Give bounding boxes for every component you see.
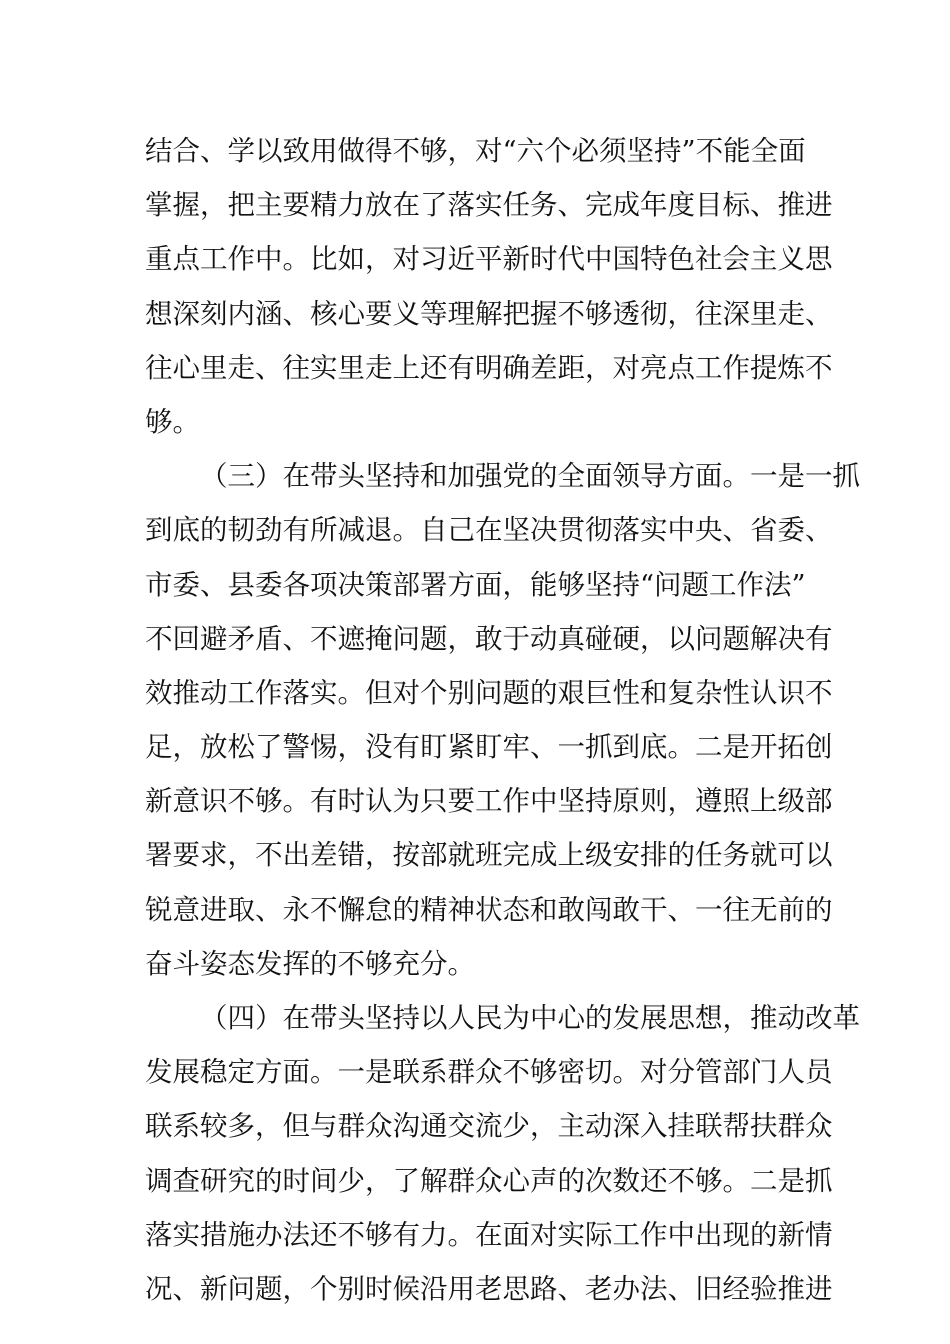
section-heading-line: （四）在带头坚持以人民为中心的发展思想，推动改革 bbox=[200, 1002, 860, 1034]
text-line: 况、新问题，个别时候沿用老思路、老办法、旧经验推进 bbox=[145, 1272, 833, 1305]
text-line: 掌握，把主要精力放在了落实任务、完成年度目标、推进 bbox=[145, 189, 833, 222]
text-line: 到底的韧劲有所减退。自己在坚决贯彻落实中央、省委、 bbox=[145, 514, 833, 547]
text-line: 想深刻内涵、核心要义等理解把握不够透彻，往深里走、 bbox=[145, 297, 833, 330]
text-line: 联系较多，但与群众沟通交流少，主动深入挂联帮扶群众 bbox=[145, 1110, 833, 1143]
text-line: 落实措施办法还不够有力。在面对实际工作中出现的新情 bbox=[145, 1218, 833, 1251]
document-body bbox=[145, 124, 860, 1316]
text-line: 署要求，不出差错，按部就班完成上级安排的任务就可以 bbox=[145, 839, 833, 872]
section-heading-line: （三）在带头坚持和加强党的全面领导方面。一是一抓 bbox=[200, 460, 860, 493]
text-line: 奋斗姿态发挥的不够充分。 bbox=[145, 947, 475, 980]
text-line: 结合、学以致用做得不够，对“六个必须坚持”不能全面 bbox=[145, 135, 806, 167]
text-line: 不回避矛盾、不遮掩问题，敢于动真碰硬，以问题解决有 bbox=[145, 622, 833, 655]
text-line: 调查研究的时间少，了解群众心声的次数还不够。二是抓 bbox=[145, 1164, 833, 1197]
text-line: 市委、县委各项决策部署方面，能够坚持“问题工作法” bbox=[145, 568, 806, 601]
text-line: 往心里走、往实里走上还有明确差距，对亮点工作提炼不 bbox=[145, 351, 833, 384]
text-line: 重点工作中。比如，对习近平新时代中国特色社会主义思 bbox=[145, 243, 833, 276]
text-line: 够。 bbox=[145, 405, 200, 438]
text-line: 效推动工作落实。但对个别问题的艰巨性和复杂性认识不 bbox=[145, 676, 833, 709]
text-line: 足，放松了警惕，没有盯紧盯牢、一抓到底。二是开拓创 bbox=[145, 731, 833, 764]
text-line: 新意识不够。有时认为只要工作中坚持原则，遵照上级部 bbox=[145, 785, 833, 818]
text-line: 锐意进取、永不懈怠的精神状态和敢闯敢干、一往无前的 bbox=[145, 893, 833, 926]
text-line: 发展稳定方面。一是联系群众不够密切。对分管部门人员 bbox=[145, 1056, 833, 1089]
